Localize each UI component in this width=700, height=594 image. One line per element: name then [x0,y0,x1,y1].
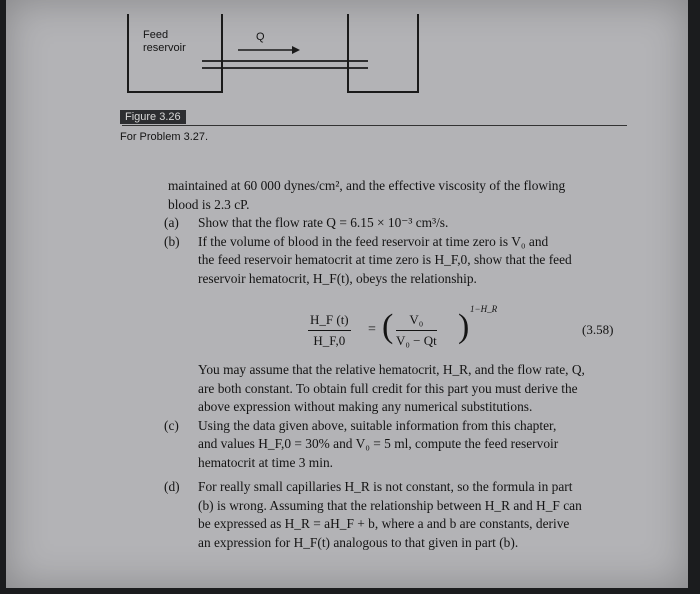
equation-rhs-denominator: V₀ − Qt [396,333,437,348]
part-d-line-1: For really small capillaries H_R is not constant, so the formula in part [198,479,573,494]
reservoir-label-feed: Feed [143,29,169,41]
part-c-line-1: Using the data given above, suitable information from this chapter, [198,417,557,433]
equation-lhs-denominator: H_F,0 [313,333,346,348]
equation-right-paren: ) [458,308,470,345]
part-c-line-3: hematocrit at time 3 min. [198,454,333,470]
part-a-text: Show that the flow rate Q = 6.15 × 10⁻³ cm³/s. [198,215,449,230]
equation-rhs-numerator: V₀ [396,312,437,331]
part-a [164,214,628,233]
part-c-line-2: and values H_F,0 = 30% and V₀ = 5 ml, compute the feed reservoir [198,436,559,451]
part-b-after-3: above expression without making any numerical substitutions. [198,399,533,414]
figure-divider [122,125,627,126]
part-b-label: (b) [164,233,180,249]
part-c [164,417,628,473]
flow-arrow-head [292,46,300,54]
intro-line-2: blood is 2.3 cP. [168,196,250,212]
part-d-line-4: an expression for H_F(t) analogous to that given in part (b). [198,534,519,550]
part-d [164,478,628,552]
collection-reservoir-walls [348,14,418,92]
part-a-label: (a) [164,215,179,230]
figure-caption: For Problem 3.27. [120,131,209,143]
part-b-after-1: You may assume that the relative hematocrit, H_R, and the flow rate, Q, [198,362,585,377]
equation-lhs-fraction [308,312,351,349]
part-d-line-2: (b) is wrong. Assuming that the relationship between H_R and H_F can [198,497,582,513]
part-b-line-1: If the volume of blood in the feed reservoir at time zero is V₀ and [198,233,549,249]
reservoir-label-reservoir: reservoir [143,42,186,54]
part-d-line-3: be expressed as H_R = aH_F + b, where a and b are constants, derive [198,516,570,531]
flow-symbol: Q [256,31,265,43]
part-b-line-2: the feed reservoir hematocrit at time zero is H_F,0, show that the feed [198,252,572,267]
part-b-after-2: are both constant. To obtain full credit for this part you must derive the [198,380,578,396]
equation-rhs-fraction [396,312,437,349]
feed-reservoir-diagram [120,6,440,106]
equation-number: (3.58) [582,322,614,337]
part-b [164,233,628,289]
intro-line-1: maintained at 60 000 dynes/cm², and the effective viscosity of the flowing [168,178,566,193]
figure-label: Figure 3.26 [120,110,186,124]
continuation-paragraph [164,361,628,552]
equation-3-58 [168,304,628,360]
part-d-label: (d) [164,479,180,494]
part-b-line-3: reservoir hematocrit, H_F(t), obeys the relationship. [198,270,477,286]
equation-equals: = [368,322,376,337]
intro-paragraph [164,177,628,288]
equation-left-paren: ( [382,308,394,345]
equation-lhs-numerator: H_F (t) [308,312,351,331]
part-c-label: (c) [164,417,179,433]
equation-exponent: 1−H_R [470,304,498,314]
